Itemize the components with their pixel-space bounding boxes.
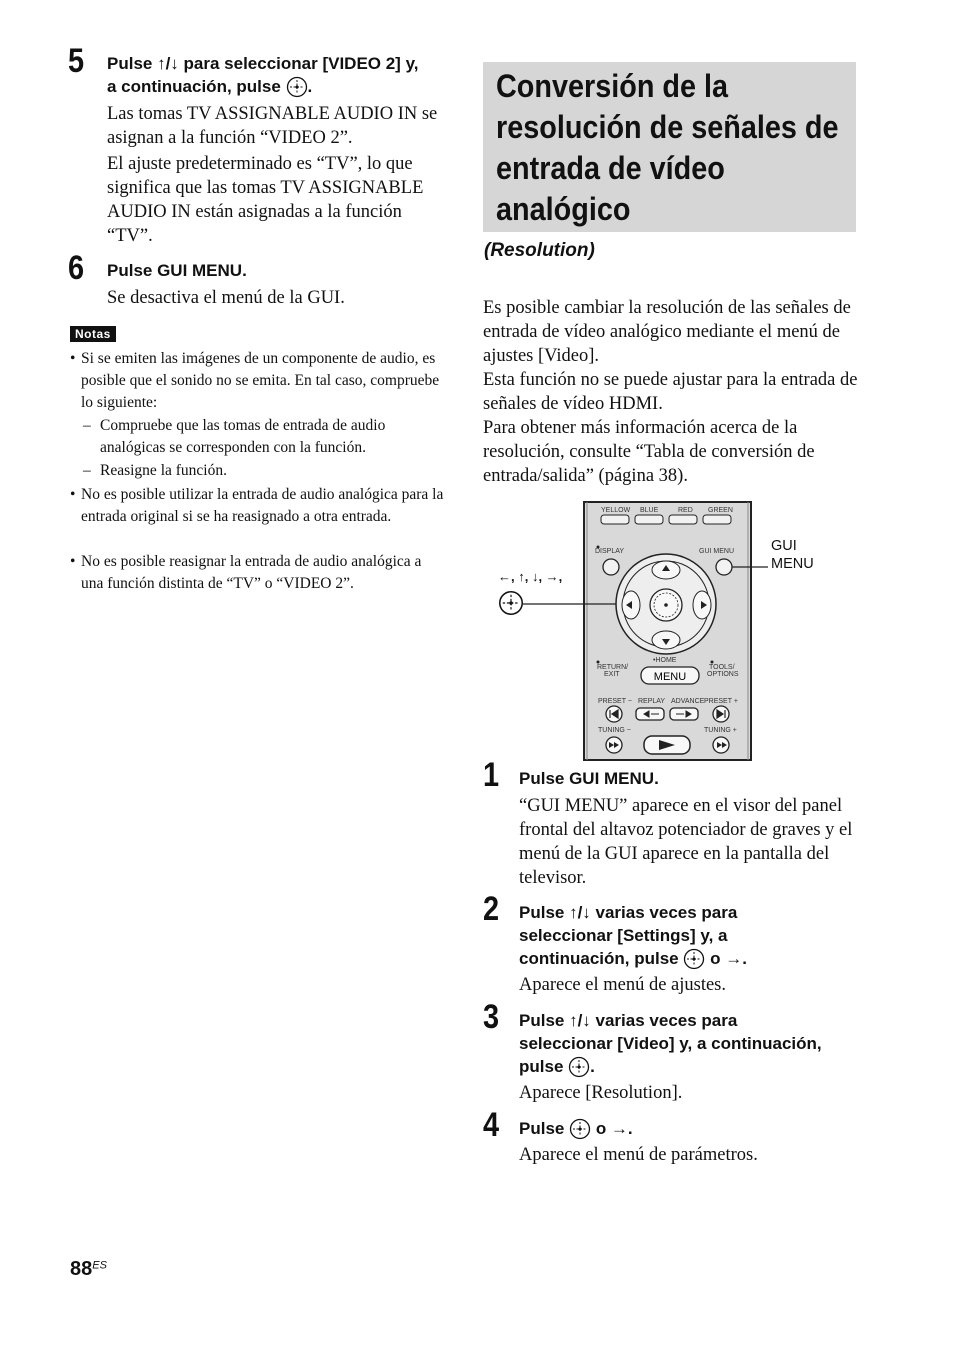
step-5-number: 5 <box>68 42 84 80</box>
step-4-body: Aparece el menú de parámetros. <box>519 1145 758 1165</box>
section-title-line: analógico <box>496 191 631 227</box>
step-1-number: 1 <box>483 756 499 794</box>
blue-button[interactable] <box>635 515 663 524</box>
section-title-line: resolución de señales de <box>496 109 839 145</box>
label-return-1: RETURN/ <box>597 664 629 671</box>
gui-menu-button[interactable] <box>716 559 732 575</box>
label-tools-2: OPTIONS <box>707 671 739 678</box>
label-display: DISPLAY <box>595 548 625 555</box>
callout-gui-menu <box>771 537 814 573</box>
intro-text-3: Para obtener más información acerca de la resolución, consulte “Tabla de conversión de entrada/salida” (página 38). <box>483 418 815 486</box>
enter-button-icon <box>569 1118 591 1140</box>
note-1-text: Si se emiten las imágenes de un componente de audio, es posible que el sonido no se emita. En tal caso, compruebe lo siguiente: <box>81 350 440 411</box>
red-button[interactable] <box>669 515 697 524</box>
note-1-sub-2 <box>83 460 445 482</box>
step-3-body: Aparece [Resolution]. <box>519 1083 683 1103</box>
label-tuning-plus: TUNING + <box>704 727 737 734</box>
note-2-text: No es posible utilizar la entrada de audio analógica para la entrada original si se ha reasignado a otra entrada. <box>81 486 444 525</box>
note-3-text: No es posible reasignar la entrada de audio analógica a una función distinta de “TV” o “VIDEO 2”. <box>81 553 422 592</box>
step-2-heading <box>519 901 859 970</box>
section-subtitle: (Resolution) <box>484 240 595 261</box>
callout-menu-text: MENU <box>771 556 814 572</box>
step-5-body-2: El ajuste predeterminado es “TV”, lo que significa que las tomas TV ASSIGNABLE AUDIO IN están asignadas a la función “TV”. <box>107 154 424 246</box>
enter-button-icon <box>568 1056 590 1078</box>
note-1-sub-1 <box>83 415 445 459</box>
label-advance: ADVANCE <box>671 698 705 705</box>
display-button[interactable] <box>603 559 619 575</box>
step-2-body: Aparece el menú de ajustes. <box>519 975 727 995</box>
enter-button-icon <box>683 948 705 970</box>
green-button[interactable] <box>703 515 731 524</box>
page-number-value: 88 <box>70 1258 93 1280</box>
step-6-heading: Pulse GUI MENU. <box>107 261 247 280</box>
step-5-heading <box>107 52 452 98</box>
menu-button-label: MENU <box>653 671 687 683</box>
label-gui-menu: GUI MENU <box>699 548 734 555</box>
callout-arrows: ←, ↑, ↓, →, <box>498 569 563 584</box>
step-2-heading-end: o →. <box>710 949 747 968</box>
step-5-heading-line2 <box>107 75 452 98</box>
step-5-heading-text: a continuación, pulse <box>107 77 281 96</box>
step-4-heading-text: Pulse <box>519 1119 565 1138</box>
notes-label: Notas <box>70 326 116 342</box>
step-2-heading-line1: Pulse ↑/↓ varias veces para <box>519 903 738 922</box>
replay-button[interactable] <box>636 708 664 720</box>
page-number <box>70 1258 107 1281</box>
label-home: •HOME <box>653 657 677 664</box>
label-tools-1: TOOLS/ <box>709 664 735 671</box>
label-yellow: YELLOW <box>601 507 631 514</box>
section-title-line: entrada de vídeo <box>496 150 725 186</box>
callout-gui-text: GUI <box>771 538 797 554</box>
label-preset-plus: PRESET + <box>704 698 738 705</box>
callout-enter-icon <box>498 590 524 616</box>
note-1-sub-1-text: Compruebe que las tomas de entrada de audio analógicas se corresponden con la función. <box>100 417 386 456</box>
step-4-number: 4 <box>483 1106 499 1144</box>
step-3-heading-text: pulse <box>519 1057 564 1076</box>
step-1-heading: Pulse GUI MENU. <box>519 769 659 788</box>
label-blue: BLUE <box>640 507 659 514</box>
step-5-heading-line1: Pulse ↑/↓ para seleccionar [VIDEO 2] y, <box>107 54 419 73</box>
step-3-heading-line3 <box>519 1055 864 1078</box>
note-1 <box>70 348 445 414</box>
yellow-button[interactable] <box>601 515 629 524</box>
bullet: • <box>70 486 76 503</box>
note-2 <box>70 484 445 528</box>
step-5-body-1: Las tomas TV ASSIGNABLE AUDIO IN se asignan a la función “VIDEO 2”. <box>107 104 438 148</box>
section-title-line: Conversión de la <box>496 68 729 104</box>
step-5-heading-end: . <box>307 77 313 96</box>
step-2-heading-line3 <box>519 947 859 970</box>
intro-text-2: Esta función no se puede ajustar para la entrada de señales de vídeo HDMI. <box>483 370 858 414</box>
dash: – <box>83 462 91 479</box>
step-2-number: 2 <box>483 890 499 928</box>
enter-button-icon <box>286 76 308 98</box>
bullet: • <box>70 350 76 367</box>
step-6-body: Se desactiva el menú de la GUI. <box>107 288 345 308</box>
label-replay: REPLAY <box>638 698 666 705</box>
intro-paragraph <box>483 296 861 488</box>
step-3-heading-end: . <box>590 1057 595 1076</box>
note-3 <box>70 551 445 595</box>
step-3-number: 3 <box>483 998 499 1036</box>
intro-text-1: Es posible cambiar la resolución de las señales de entrada de vídeo analógico mediante el menú de ajustes [Video]. <box>483 298 851 366</box>
step-3-heading <box>519 1009 864 1078</box>
note-1-sub-2-text: Reasigne la función. <box>100 462 227 479</box>
step-3-heading-line2: seleccionar [Video] y, a continuación, <box>519 1034 822 1053</box>
step-6-number: 6 <box>68 249 84 287</box>
page-language: ES <box>92 1259 107 1272</box>
section-title-box <box>483 62 856 232</box>
label-tuning-minus: TUNING − <box>598 727 631 734</box>
dash: – <box>83 417 91 434</box>
step-2-heading-line2: seleccionar [Settings] y, a <box>519 926 728 945</box>
label-red: RED <box>678 507 693 514</box>
step-4-heading <box>519 1117 859 1140</box>
label-preset-minus: PRESET − <box>598 698 632 705</box>
step-2-heading-text: continuación, pulse <box>519 949 679 968</box>
section-title <box>496 66 839 230</box>
label-green: GREEN <box>708 507 733 514</box>
step-1-body: “GUI MENU” aparece en el visor del panel frontal del altavoz potenciador de graves y el menú de la GUI aparece en la pantalla del televisor. <box>519 796 853 888</box>
step-4-heading-end: o →. <box>595 1119 633 1138</box>
label-return-2: EXIT <box>604 671 620 678</box>
bullet: • <box>70 553 76 570</box>
step-3-heading-line1: Pulse ↑/↓ varias veces para <box>519 1011 738 1030</box>
